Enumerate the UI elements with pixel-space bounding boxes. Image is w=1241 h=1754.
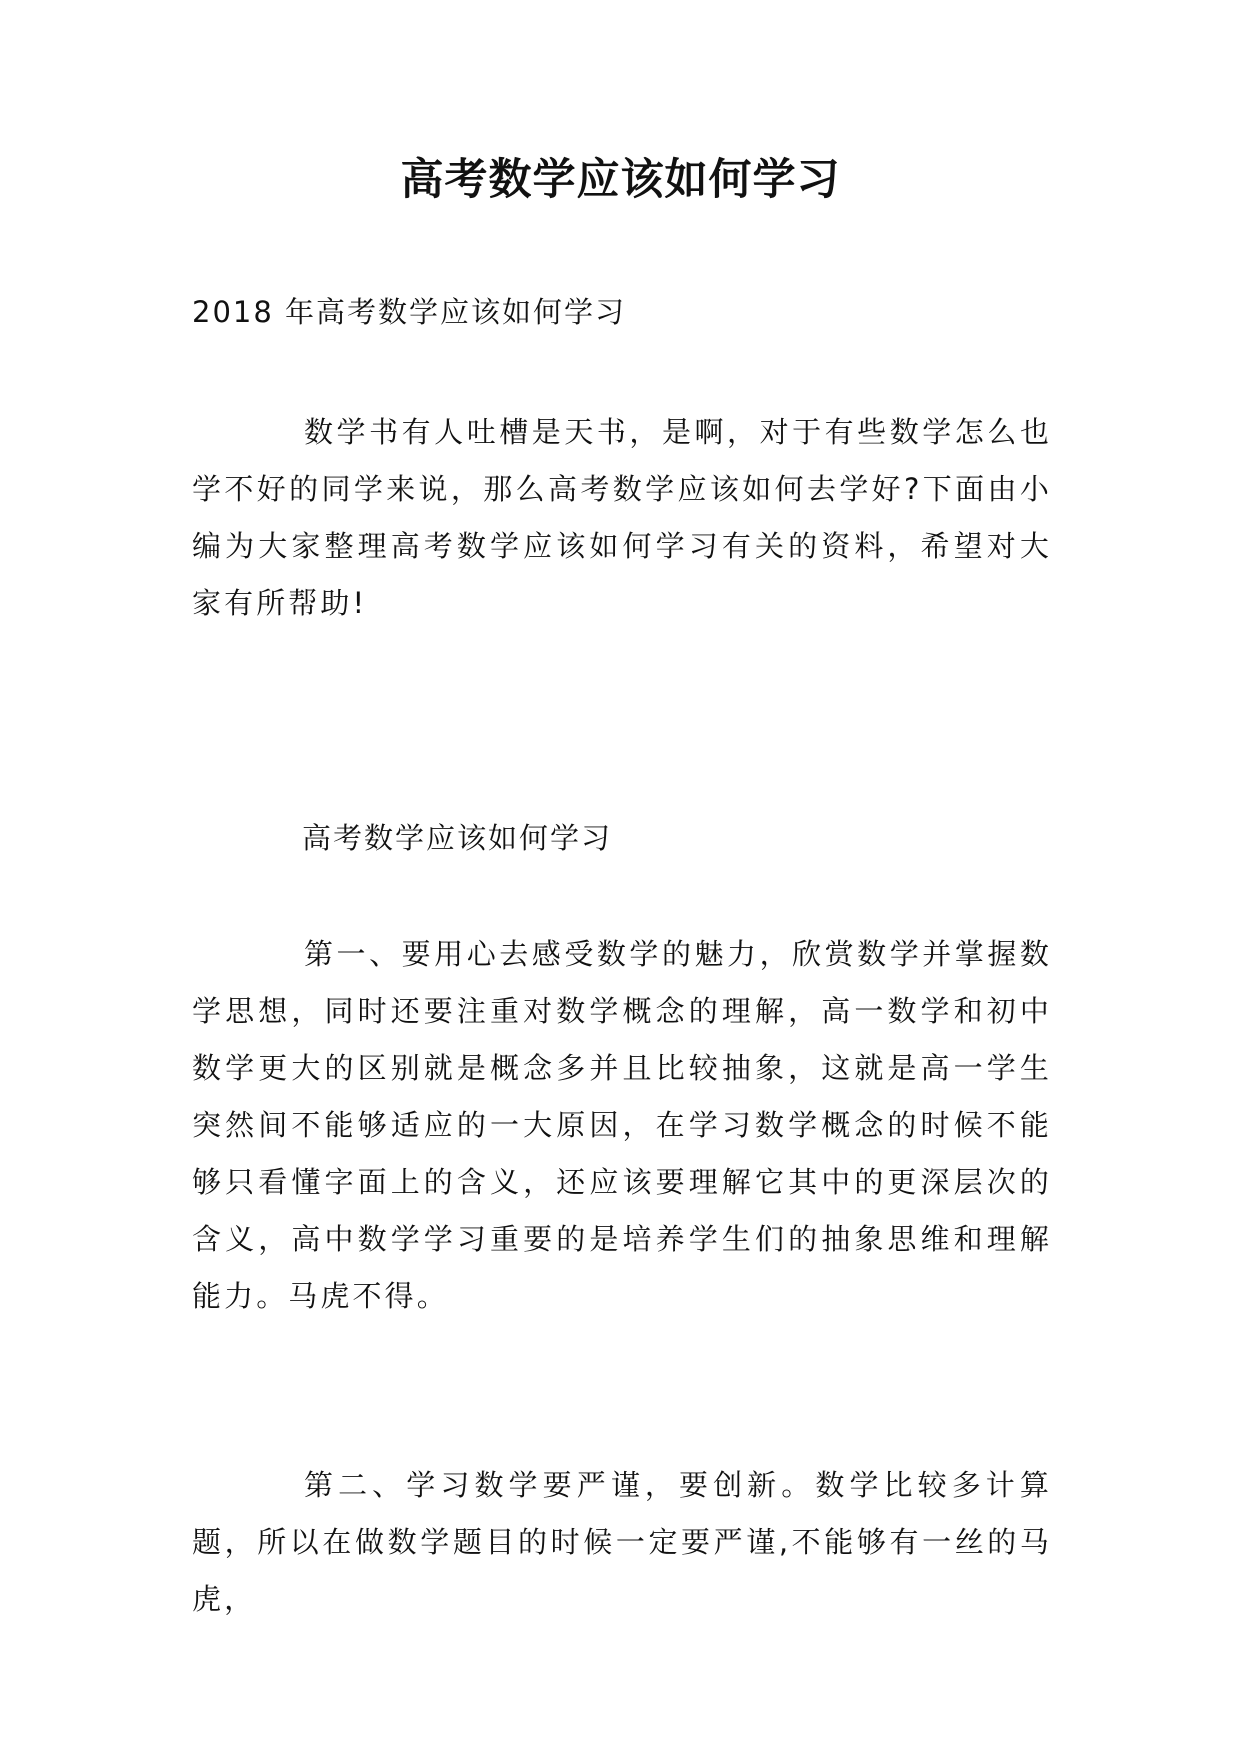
paragraph-second: 第二、学习数学要严谨，要创新。数学比较多计算题，所以在做数学题目的时候一定要严谨,不能够有一丝的马虎， [192,1468,1052,1616]
document-subtitle: 2018 年高考数学应该如何学习 [192,295,627,329]
intro-paragraph: 数学书有人吐槽是天书，是啊，对于有些数学怎么也学不好的同学来说，那么高考数学应该如何去学好?下面由小编为大家整理高考数学应该如何学习有关的资料，希望对大家有所帮助! [192,415,1052,620]
paragraph-first: 第一、要用心去感受数学的魅力，欣赏数学并掌握数学思想，同时还要注重对数学概念的理解，高一数学和初中数学更大的区别就是概念多并且比较抽象，这就是高一学生突然间不能够适应的一大原因，在学习数学概念的时候不能够只看懂字面上的含义，还应该要理解它其中的更深层次的含义，高中数学学习重要的是培养学生们的抽象思维和理解能力。马虎不得。 [192,937,1052,1313]
section-heading: 高考数学应该如何学习 [302,821,613,855]
document-title: 高考数学应该如何学习 [400,155,841,205]
